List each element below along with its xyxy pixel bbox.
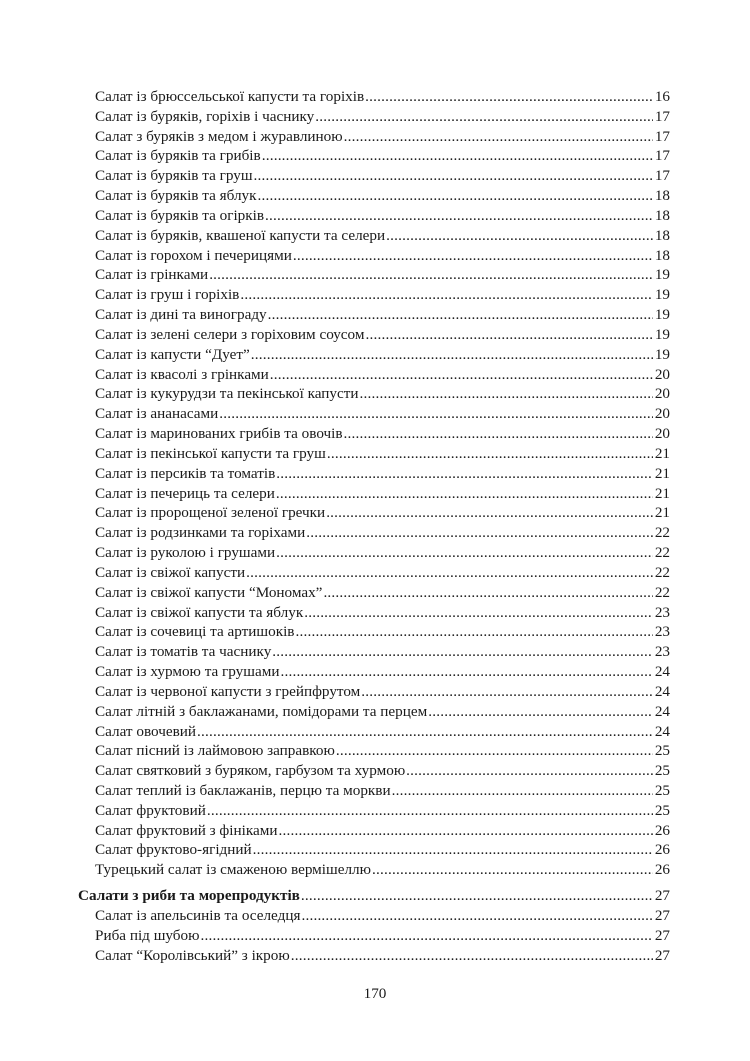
dot-leader [251,345,653,365]
toc-entry-title: Салат із пророщеної зеленої гречки [95,504,326,522]
toc-entry-title: Салат із буряків та яблук [95,187,257,205]
toc-entry-page: 27 [654,906,670,924]
toc-entry [78,860,670,880]
toc-entry-title: Салат фруктовий [95,801,206,819]
toc-entry-title: Салати з риби та морепродуктів [78,887,300,905]
toc-entry [78,186,670,206]
toc-entry-page: 19 [654,345,670,363]
toc-entry [78,246,670,266]
toc-entry [78,206,670,226]
toc-entry-title: Салат із буряків та грибів [95,147,261,165]
toc-entry-title: Салат із руколою і грушами [95,544,276,562]
toc-entry-title: Салат із груш і горіхів [95,286,240,304]
toc-entry [78,345,670,365]
toc-entry [78,722,670,742]
toc-entry-page: 26 [654,841,670,859]
toc-entry-page: 19 [654,266,670,284]
dot-leader [336,741,653,761]
toc-entry [78,503,670,523]
toc-entry-page: 17 [654,127,670,145]
toc-entry-page: 21 [654,444,670,462]
toc-entry [78,906,670,926]
toc-entry-title: Салат із персиків та томатів [95,464,276,482]
dot-leader [278,821,653,841]
dot-leader [361,682,653,702]
toc-entry [78,365,670,385]
dot-leader [372,860,653,880]
toc-entry-title: Салат із буряків та груш [95,167,253,185]
dot-leader [240,285,653,305]
toc-entry-page: 27 [654,946,670,964]
dot-leader [306,523,653,543]
toc-entry-page: 17 [654,147,670,165]
dot-leader [200,926,653,946]
toc-entry [78,840,670,860]
toc-entry-page: 17 [654,167,670,185]
toc-entry-page: 24 [654,722,670,740]
toc-entry [78,484,670,504]
toc-entry-page: 23 [654,603,670,621]
toc-entry-page: 21 [654,464,670,482]
toc-entry-title: Салат із капусти “Дует” [95,345,250,363]
toc-entry [78,662,670,682]
toc-entry [78,285,670,305]
toc-entry-page: 19 [654,306,670,324]
toc-entry-title: Салат із томатів та часнику [95,643,272,661]
toc-entry-page: 19 [654,286,670,304]
toc-entry [78,741,670,761]
toc-entry-title: Салат “Королівський” з ікрою [95,946,290,964]
toc-entry-page: 25 [654,801,670,819]
toc-entry [78,563,670,583]
toc-entry [78,642,670,662]
dot-leader [323,583,653,603]
toc-entry-title: Салат із свіжої капусти [95,563,246,581]
toc-entry-title: Салат із свіжої капусти та яблук [95,603,304,621]
toc-entry-title: Салат із печериць та селери [95,484,275,502]
toc-entry [78,464,670,484]
toc-entry [78,384,670,404]
toc-entry-page: 25 [654,781,670,799]
dot-leader [272,642,653,662]
dot-leader [265,206,653,226]
toc-entry-page: 24 [654,682,670,700]
toc-entry-page: 24 [654,702,670,720]
toc-entry-title: Салат із свіжої капусти “Мономах” [95,583,323,601]
toc-entry-page: 27 [654,887,670,905]
toc-entry-page: 20 [654,365,670,383]
toc-entry [78,946,670,966]
toc-entry-title: Салат із буряків, горіхів і часнику [95,107,315,125]
toc-entry-title: Салат із апельсинів та оселедця [95,906,301,924]
toc-entry-title: Салат із квасолі з грінками [95,365,269,383]
toc-entry [78,583,670,603]
toc-entry-title: Риба під шубою [95,926,200,944]
toc-entry [78,424,670,444]
toc-entry [78,821,670,841]
toc-entry-title: Салат пісний із лаймовою заправкою [95,742,335,760]
toc-entry-page: 21 [654,484,670,502]
toc-entry [78,305,670,325]
toc-entry-title: Салат із ананасами [95,405,219,423]
toc-entry-page: 26 [654,861,670,879]
toc-entry [78,166,670,186]
dot-leader [276,484,653,504]
toc-entry-page: 18 [654,226,670,244]
dot-leader [365,325,653,345]
toc-entry [78,761,670,781]
toc-entry-title: Салат із червоної капусти з грейпфрутом [95,682,361,700]
dot-leader [301,906,653,926]
toc-entry [78,682,670,702]
toc-entry-title: Салат із кукурудзи та пекінської капусти [95,385,359,403]
dot-leader [209,265,653,285]
toc-entry-title: Салат із родзинками та горіхами [95,524,306,542]
dot-leader [428,702,653,722]
toc-entry-page: 22 [654,563,670,581]
toc-entry [78,444,670,464]
toc-entry [78,926,670,946]
dot-leader [276,543,653,563]
toc-entry-title: Салат із дині та винограду [95,306,267,324]
toc-entry-title: Салат із буряків, квашеної капусти та селери [95,226,386,244]
toc-entry-page: 25 [654,762,670,780]
toc-entry [78,543,670,563]
dot-leader [262,146,653,166]
dot-leader [386,226,653,246]
toc-entry [78,87,670,107]
dot-leader [280,662,653,682]
toc-entry-page: 21 [654,504,670,522]
dot-leader [344,424,653,444]
dot-leader [344,127,653,147]
toc-entry-page: 24 [654,663,670,681]
toc-entry-title: Салат із грінками [95,266,209,284]
toc-entry [78,404,670,424]
toc-entry-page: 17 [654,107,670,125]
dot-leader [360,384,653,404]
toc-entry-page: 20 [654,385,670,403]
toc-entry [78,523,670,543]
toc-entry-title: Салат із сочевиці та артишоків [95,623,295,641]
toc-entry [78,325,670,345]
dot-leader [301,886,653,906]
toc-entry-title: Турецький салат із смаженою вермішеллю [95,861,371,879]
table-of-contents [78,87,670,965]
dot-leader [219,404,653,424]
toc-entry-page: 22 [654,524,670,542]
toc-entry-title: Салат із зелені селери з горіховим соусом [95,325,365,343]
toc-entry-page: 25 [654,742,670,760]
toc-entry-title: Салат фруктово-ягідний [95,841,252,859]
toc-entry-page: 27 [654,926,670,944]
dot-leader [365,87,653,107]
dot-leader [258,186,653,206]
toc-entry-title: Салат із хурмою та грушами [95,663,280,681]
toc-entry [78,801,670,821]
toc-entry-title: Салат святковий з буряком, гарбузом та хурмою [95,762,406,780]
dot-leader [326,503,653,523]
dot-leader [295,622,653,642]
toc-entry-page: 18 [654,206,670,224]
dot-leader [276,464,653,484]
toc-entry-page: 20 [654,425,670,443]
dot-leader [304,603,653,623]
dot-leader [315,107,653,127]
toc-entry-title: Салат літній з баклажанами, помідорами та перцем [95,702,428,720]
toc-entry-page: 26 [654,821,670,839]
toc-entry [78,265,670,285]
toc-entry-page: 23 [654,643,670,661]
toc-entry-page: 19 [654,325,670,343]
dot-leader [254,166,653,186]
toc-entry-title: Салат теплий із баклажанів, перцю та моркви [95,781,391,799]
toc-entry [78,127,670,147]
toc-entry-page: 22 [654,583,670,601]
toc-entry [78,622,670,642]
toc-entry-title: Салат із брюссельської капусти та горіхів [95,88,365,105]
toc-entry [78,603,670,623]
toc-section-heading [78,886,670,906]
dot-leader [392,781,653,801]
toc-entry-page: 20 [654,405,670,423]
dot-leader [207,801,653,821]
toc-entry [78,781,670,801]
toc-entry-title: Салат із пекінської капусти та груш [95,444,326,462]
toc-entry-page: 23 [654,623,670,641]
toc-entry-page: 16 [654,88,670,105]
dot-leader [270,365,653,385]
toc-entry-title: Салат із буряків та огірків [95,206,265,224]
toc-entry-title: Салат овочевий [95,722,197,740]
dot-leader [197,722,653,742]
toc-entry-page: 18 [654,187,670,205]
toc-entry-page: 22 [654,544,670,562]
toc-entry-title: Салат із горохом і печерицями [95,246,292,264]
page-number: 170 [363,985,387,1002]
toc-entry-title: Салат фруктовий з фініками [95,821,278,839]
toc-entry-title: Салат з буряків з медом і журавлиною [95,127,343,145]
dot-leader [246,563,653,583]
toc-entry [78,702,670,722]
dot-leader [293,246,653,266]
toc-entry [78,107,670,127]
dot-leader [327,444,653,464]
toc-entry-page: 18 [654,246,670,264]
toc-entry-title: Салат із маринованих грибів та овочів [95,425,343,443]
toc-entry [78,226,670,246]
toc-entry [78,146,670,166]
dot-leader [268,305,653,325]
dot-leader [253,840,653,860]
dot-leader [291,946,653,966]
dot-leader [406,761,653,781]
